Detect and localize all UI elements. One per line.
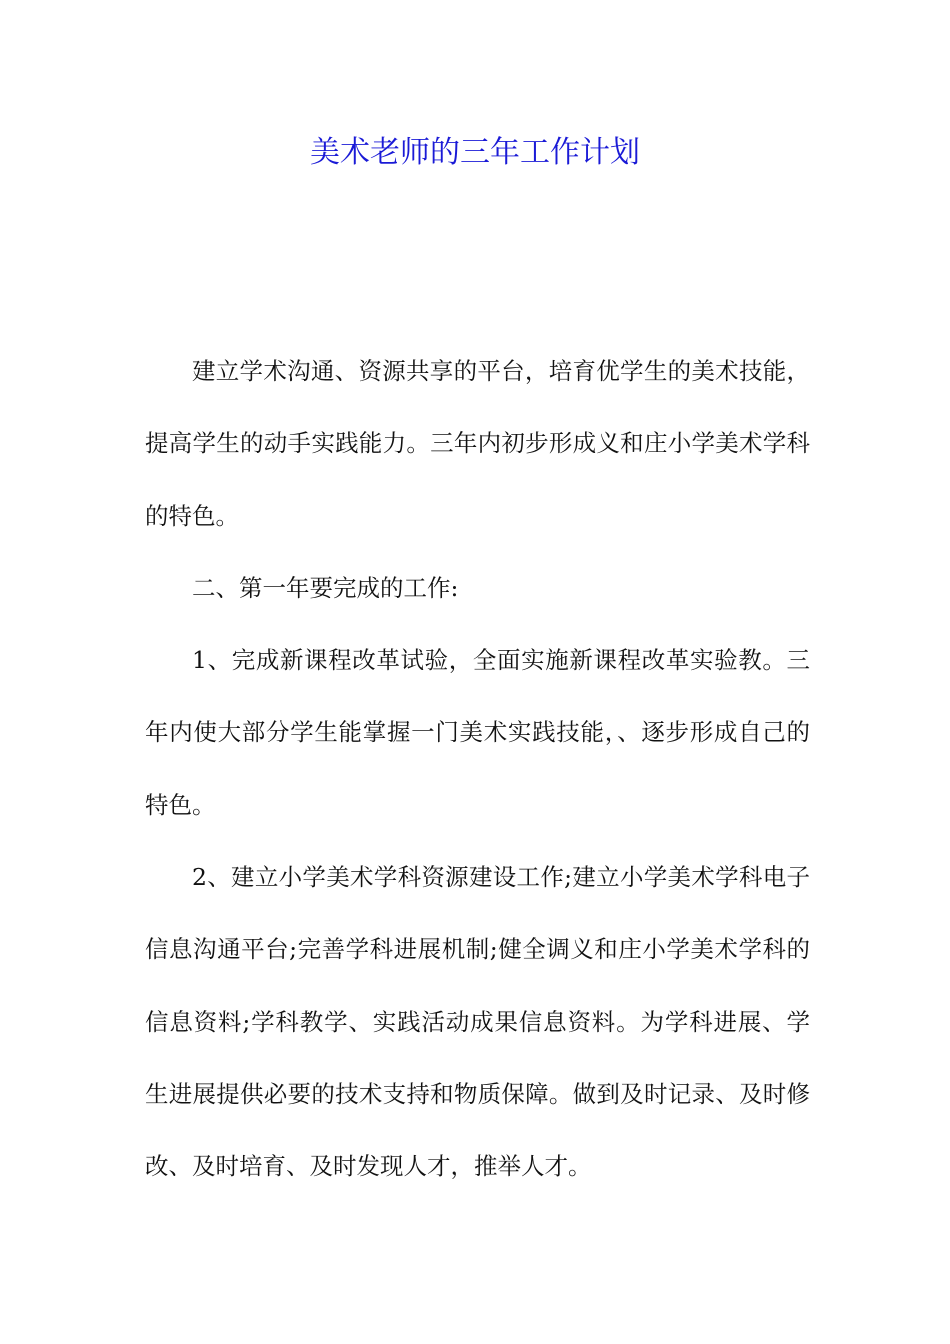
document-title: 美术老师的三年工作计划: [310, 135, 640, 170]
paragraph-item-2: 2、建立小学美术学科资源建设工作;建立小学美术学科电子信息沟通平台;完善学科进展机制;健全调义和庄小学美术学科的信息资料;学科教学、实践活动成果信息资料。为学科进展、学生进展提供必要的技术支持和物质保障。做到及时记录、及时修改、及时培育、及时发现人才，推举人才。: [145, 863, 810, 1181]
paragraph-section-heading: 二、第一年要完成的工作:: [192, 573, 459, 602]
document-body: [145, 335, 810, 1203]
paragraph-item-1: 1、完成新课程改革试验，全面实施新课程改革实验教。三年内使大部分学生能掌握一门美术实践技能，、逐步形成自己的特色。: [145, 646, 810, 819]
paragraph-intro: 建立学术沟通、资源共享的平台，培育优学生的美术技能，提高学生的动手实践能力。三年内初步形成义和庄小学美术学科的特色。: [145, 357, 810, 530]
